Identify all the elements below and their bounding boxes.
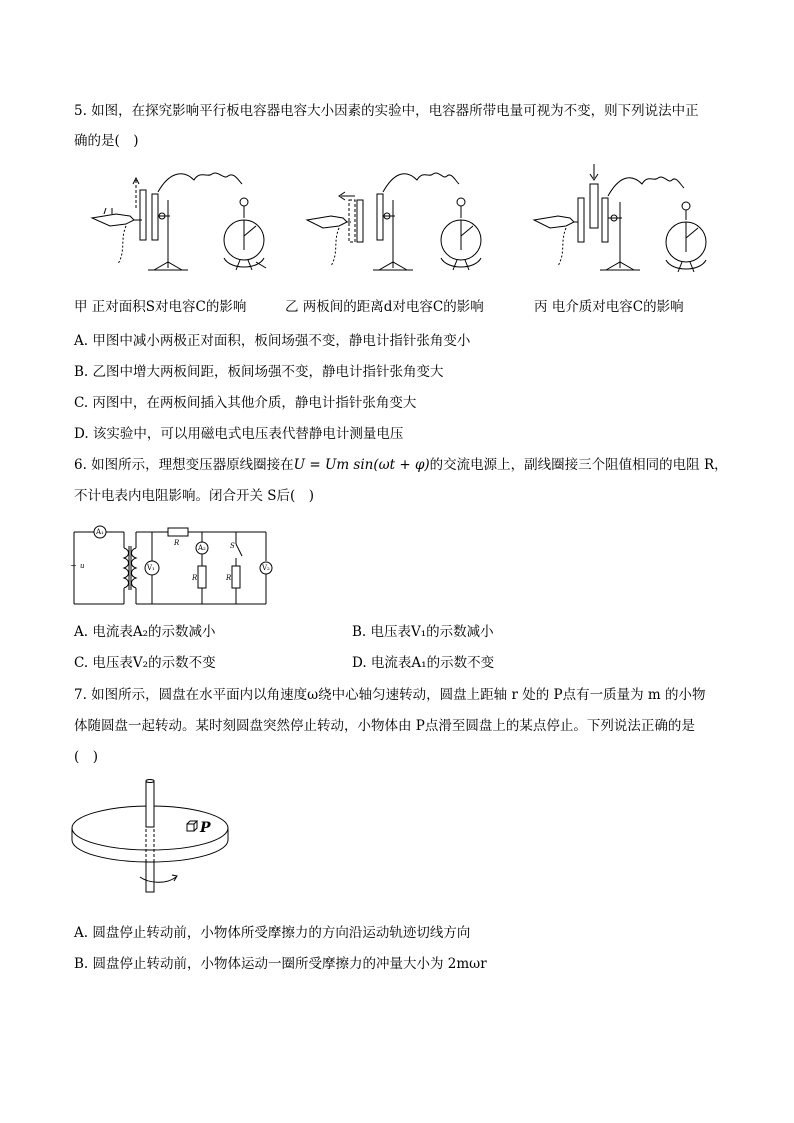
q5-figure-bing: [532, 162, 712, 282]
q5-stem-line1: 5. 如图，在探究影响平行板电容器电容大小因素的实验中，电容器所带电量可视为不变，则下列说法中正: [74, 103, 699, 119]
q7-stem-line3: ( ): [74, 749, 99, 765]
q5-option-b: B. 乙图中增大两板间距，板间场强不变，静电计指针张角变大: [74, 364, 444, 380]
q5-option-a: A. 甲图中减小两极正对面积，板间场强不变，静电计指针张角变小: [74, 333, 471, 349]
circuit-label-r1: R: [174, 539, 180, 547]
q6-option-a: A. 电流表A₂的示数减小: [74, 624, 216, 640]
q7-option-a: A. 圆盘停止转动前，小物体所受摩擦力的方向沿运动轨迹切线方向: [74, 925, 471, 941]
q5-option-c: C. 丙图中，在两板间插入其他介质，静电计指针张角变大: [74, 395, 417, 411]
q5-caption-bing: 丙 电介质对电容C的影响: [534, 299, 684, 315]
q7-stem-line2: 体随圆盘一起转动。某时刻圆盘突然停止转动，小物体由 P点滑至圆盘上的某点停止。下列说法正确的是: [74, 718, 695, 734]
circuit-label-a2: A₂: [198, 544, 206, 552]
circuit-label-r3: R: [226, 574, 232, 582]
q5-stem-line2: 确的是( ): [74, 133, 139, 149]
circuit-label-s: S: [230, 542, 235, 550]
q7-option-b: B. 圆盘停止转动前，小物体运动一圈所受摩擦力的冲量大小为 2mωr: [74, 956, 487, 972]
q6-stem-line2: 不计电表内电阻影响。闭合开关 S后( ): [74, 488, 315, 504]
q6-stem-part2: 的交流电源上，副线圈接三个阻值相同的电阻 R，: [429, 457, 728, 473]
circuit-label-v2: V₂: [262, 564, 270, 572]
q7-disk-figure: [68, 777, 238, 895]
q6-stem-part1: 6. 如图所示，理想变压器原线圈接在: [74, 457, 294, 473]
q7-stem-line1: 7. 如图所示，圆盘在水平面内以角速度ω绕中心轴匀速转动，圆盘上距轴 r 处的 P点有一质量为 m 的小物: [74, 687, 706, 703]
q6-option-b: B. 电压表V₁的示数减小: [352, 624, 494, 640]
q6-stem-line1: [74, 455, 728, 475]
circuit-label-u: u: [80, 562, 85, 570]
q7-point-p-label: P: [200, 820, 211, 836]
q5-figure-jia: [90, 170, 270, 282]
q6-option-c: C. 电压表V₂的示数不变: [74, 655, 216, 671]
q5-figure-yi: [305, 170, 485, 282]
q6-circuit-figure: [68, 518, 273, 610]
circuit-label-r2: R: [192, 574, 198, 582]
circuit-label-v1: V₁: [147, 564, 155, 572]
q5-option-d: D. 该实验中，可以用磁电式电压表代替静电计测量电压: [74, 426, 404, 442]
q6-option-d: D. 电流表A₁的示数不变: [352, 655, 495, 671]
q6-formula: U = Um sin(ωt + φ): [293, 457, 430, 473]
circuit-label-a1: A₁: [96, 528, 104, 536]
q5-caption-jia: 甲 正对面积S对电容C的影响: [74, 299, 247, 315]
q5-caption-yi: 乙 两板间的距离d对电容C的影响: [285, 299, 484, 315]
circuit-label-tilde: ~: [70, 561, 77, 570]
